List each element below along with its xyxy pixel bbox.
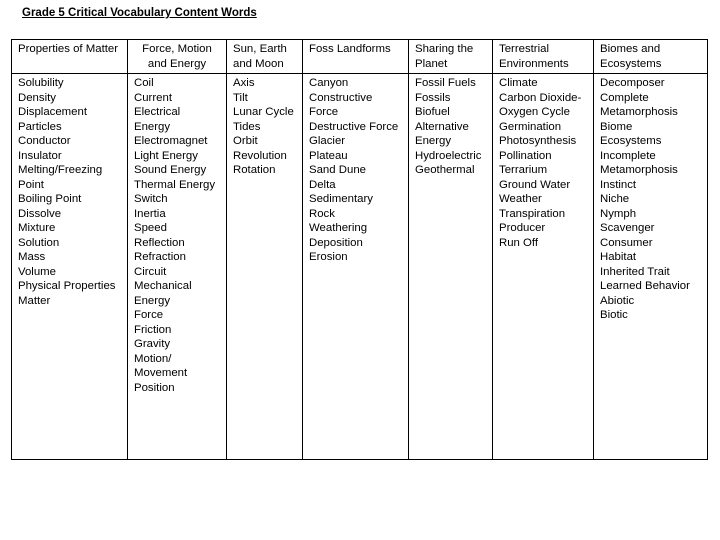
vocabulary-term: Switch (134, 193, 168, 205)
vocabulary-term: Carbon Dioxide- (499, 91, 582, 104)
vocabulary-term: Incomplete (600, 149, 656, 162)
vocabulary-term: Orbit (233, 135, 258, 147)
column-header-terrestrial-environments (493, 40, 594, 74)
vocabulary-term: Force (134, 309, 164, 321)
vocabulary-term: Ecosystems (600, 135, 662, 147)
vocabulary-term: Weathering (309, 222, 368, 234)
vocabulary-term: Biofuel (415, 106, 450, 118)
vocabulary-term: Hydroelectric (415, 149, 482, 162)
vocabulary-term: Rotation (233, 164, 276, 176)
vocabulary-term: Dissolve (18, 207, 62, 220)
vocabulary-term: Electromagnet (134, 135, 208, 147)
vocabulary-term: Energy (134, 120, 171, 133)
vocabulary-term: Friction (134, 323, 172, 336)
vocabulary-term: Coil (134, 77, 154, 89)
vocabulary-term: Refraction (134, 251, 186, 263)
vocabulary-term: Motion/ (134, 352, 172, 365)
vocabulary-term: Biotic (600, 309, 628, 321)
vocabulary-term: Transpiration (499, 207, 566, 220)
vocabulary-term: Erosion (309, 251, 348, 263)
column-heading-line: Sharing the (415, 43, 474, 55)
column-heading-line: and Energy (147, 57, 207, 70)
vocabulary-term: Current (134, 91, 172, 104)
vocabulary-term: Tilt (233, 91, 248, 104)
vocabulary-term: Tides (233, 120, 261, 133)
vocabulary-term: Destructive Force (309, 120, 399, 133)
vocabulary-term: Melting/Freezing (18, 164, 103, 176)
vocabulary-term: Germination (499, 120, 562, 133)
vocabulary-term: Biome (600, 120, 633, 133)
vocabulary-term: Rock (309, 207, 335, 220)
vocabulary-term: Geothermal (415, 164, 475, 176)
vocabulary-term: Energy (134, 294, 171, 307)
column-heading-line: Terrestrial (499, 43, 549, 55)
vocabulary-term: Boiling Point (18, 193, 82, 205)
vocabulary-term: Nymph (600, 207, 637, 220)
vocabulary-term: Deposition (309, 236, 363, 249)
vocabulary-term: Plateau (309, 149, 348, 162)
vocabulary-term: Photosynthesis (499, 135, 577, 147)
column-header-force-motion-energy (128, 40, 227, 74)
column-heading-line: Sun, Earth (233, 43, 287, 55)
vocabulary-term: Constructive (309, 91, 373, 104)
vocabulary-term: Mixture (18, 222, 56, 234)
vocabulary-table (11, 39, 708, 460)
vocabulary-term: Reflection (134, 236, 185, 249)
vocabulary-term: Solution (18, 236, 60, 249)
vocabulary-term: Alternative (415, 120, 469, 133)
vocabulary-term: Matter (18, 294, 51, 307)
vocabulary-term: Canyon (309, 77, 349, 89)
vocabulary-term: Density (18, 91, 56, 104)
vocabulary-term: Mass (18, 251, 46, 263)
term-list-sun-earth-moon (227, 74, 303, 460)
vocabulary-term: Learned Behavior (600, 280, 690, 292)
vocabulary-term: Solubility (18, 77, 64, 89)
vocabulary-term: Volume (18, 265, 56, 278)
vocabulary-term: Circuit (134, 265, 167, 278)
vocabulary-term: Mechanical (134, 280, 192, 292)
vocabulary-term: Electrical (134, 106, 181, 118)
column-header-sun-earth-moon (227, 40, 303, 74)
column-header-biomes-ecosystems (594, 40, 708, 74)
vocabulary-term: Ground Water (499, 178, 571, 191)
vocabulary-term: Position (134, 381, 175, 394)
vocabulary-term: Sand Dune (309, 164, 366, 176)
vocabulary-term: Movement (134, 367, 188, 379)
header-row (12, 40, 708, 74)
column-heading-line: Ecosystems (600, 57, 662, 70)
vocabulary-term: Metamorphosis (600, 164, 678, 176)
column-heading-line: Force, Motion (142, 43, 212, 55)
column-heading-line: Foss Landforms (309, 43, 391, 55)
vocabulary-term: Instinct (600, 178, 637, 191)
vocabulary-term: Producer (499, 222, 546, 234)
vocabulary-term: Habitat (600, 251, 637, 263)
vocabulary-term: Lunar Cycle (233, 106, 294, 118)
vocabulary-term: Pollination (499, 149, 552, 162)
vocabulary-term: Physical Properties (18, 280, 116, 292)
vocabulary-term: Particles (18, 120, 62, 133)
vocabulary-term: Fossils (415, 91, 451, 104)
term-list-properties-of-matter (12, 74, 128, 460)
vocabulary-term: Climate (499, 77, 538, 89)
document-title: Grade 5 Critical Vocabulary Content Words (22, 7, 257, 19)
vocabulary-term: Insulator (18, 149, 62, 162)
term-list-biomes-ecosystems (594, 74, 708, 460)
column-heading-line: Environments (499, 57, 569, 70)
vocabulary-term: Complete (600, 91, 649, 104)
vocabulary-term: Inertia (134, 207, 166, 220)
term-list-force-motion-energy (128, 74, 227, 460)
vocabulary-term: Metamorphosis (600, 106, 678, 118)
term-list-foss-landforms (303, 74, 409, 460)
vocabulary-term: Axis (233, 77, 255, 89)
terms-row (12, 74, 708, 460)
vocabulary-term: Sedimentary (309, 193, 373, 205)
vocabulary-term: Glacier (309, 135, 346, 147)
vocabulary-term: Energy (415, 135, 452, 147)
vocabulary-term: Abiotic (600, 294, 635, 307)
vocabulary-term: Oxygen Cycle (499, 106, 570, 118)
vocabulary-term: Conductor (18, 135, 71, 147)
column-heading-line: and Moon (233, 57, 284, 70)
vocabulary-term: Force (309, 106, 339, 118)
column-heading-line: Properties of Matter (18, 43, 119, 55)
vocabulary-term: Speed (134, 222, 167, 234)
term-list-sharing-the-planet (409, 74, 493, 460)
column-header-properties-of-matter (12, 40, 128, 74)
term-list-terrestrial-environments (493, 74, 594, 460)
vocabulary-term: Fossil Fuels (415, 77, 476, 89)
column-heading-line: Planet (415, 57, 448, 70)
column-header-sharing-the-planet (409, 40, 493, 74)
vocabulary-term: Consumer (600, 236, 653, 249)
vocabulary-term: Displacement (18, 106, 88, 118)
vocabulary-term: Scavenger (600, 222, 655, 234)
vocabulary-term: Revolution (233, 149, 287, 162)
column-heading-line: Biomes and (600, 43, 661, 55)
vocabulary-term: Thermal Energy (134, 178, 216, 191)
vocabulary-term: Decomposer (600, 77, 665, 89)
vocabulary-term: Run Off (499, 236, 539, 249)
vocabulary-term: Light Energy (134, 149, 198, 162)
column-header-foss-landforms (303, 40, 409, 74)
vocabulary-term: Inherited Trait (600, 265, 670, 278)
vocabulary-term: Point (18, 178, 44, 191)
vocabulary-term: Delta (309, 178, 336, 191)
vocabulary-term: Niche (600, 193, 630, 205)
vocabulary-term: Terrarium (499, 164, 548, 176)
vocabulary-term: Sound Energy (134, 164, 207, 176)
vocabulary-term: Gravity (134, 338, 171, 350)
vocabulary-term: Weather (499, 193, 542, 205)
